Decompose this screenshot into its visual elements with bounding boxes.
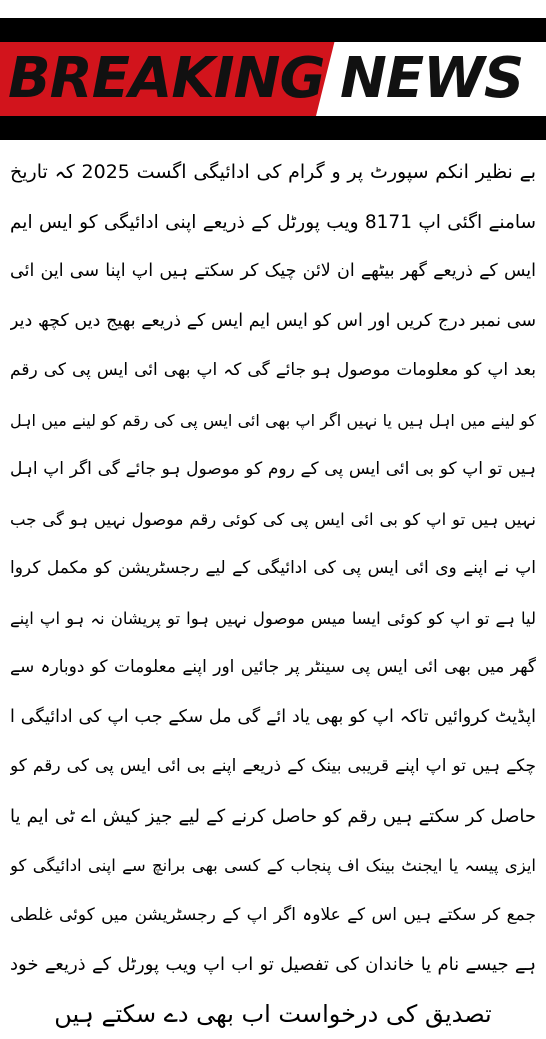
article-line: بعد اپ کو معلومات موصول ہو جائے گی کہ اپ بھی ائی ایس پی کی رقم: [10, 346, 536, 396]
article-line: لیا ہے تو اپ کو کوئی ایسا میس موصول نہیں ہوا تو پریشان نہ ہو اپ اپنے: [10, 594, 536, 644]
article-body: [10, 148, 536, 1039]
article-line: گھر میں بھی ائی ایس پی سینٹر پر جائیں اور اپنے معلومات کو دوبارہ سے: [10, 643, 536, 693]
article-line: ایزی پیسہ یا ایجنٹ بینک اف پنجاب کے کسی بھی برانچ سے اپنی ادائیگی کو: [10, 841, 536, 891]
banner-word-news: NEWS: [340, 46, 523, 112]
article-line: کو لینے میں اہل ہیں یا نہیں اگر اپ بھی ائی ایس پی کی رقم کو لینے میں اہل: [10, 396, 536, 446]
article-line: بے نظیر انکم سپورٹ پر و گرام کی ادائیگی اگست 2025 کہ تاریخ: [10, 148, 536, 198]
article-line: ہیں تو اپ کو بی ائی ایس پی کے روم کو موصول ہو جائے گی اگر اپ اہل: [10, 445, 536, 495]
article-line: نہیں ہیں تو اپ کو بی ائی ایس پی کی کوئی رقم موصول نہیں ہو گی جب: [10, 495, 536, 545]
article-line: ایس کے ذریعے گھر بیٹھے ان لائن چیک کر سکتے ہیں اپ اپنا سی این ائی: [10, 247, 536, 297]
article-line: حاصل کر سکتے ہیں رقم کو حاصل کرنے کے لیے جیز کیش اے ٹی ایم یا: [10, 792, 536, 842]
article-line: سامنے اگئی اپ 8171 ویب پورٹل کے ذریعے اپنی ادائیگی کو ایس ایم: [10, 198, 536, 248]
article-line: جمع کر سکتے ہیں اس کے علاوہ اگر اپ کے رجسٹریشن میں کوئی غلطی: [10, 891, 536, 941]
article-line: اپڈیٹ کروائیں تاکہ اپ کو بھی یاد ائے گی مل سکے جب اپ کی ادائیگی ا: [10, 693, 536, 743]
article-line: چکے ہیں تو اپ اپنے قریبی بینک کے ذریعے اپنے بی ائی ایس پی کی رقم کو: [10, 742, 536, 792]
banner-strip: [0, 42, 546, 116]
breaking-news-banner: [0, 18, 546, 140]
article-line: ہے جیسے نام یا خاندان کی تفصیل تو اب اپ ویب پورٹل کے ذریعے خود: [10, 940, 536, 990]
article-line-last: تصدیق کی درخواست اب بھی دے سکتے ہیں: [10, 990, 536, 1039]
article-line: اپ نے اپنے وی ائی ایس پی کی ادائیگی کے لیے رجسٹریشن کو مکمل کروا: [10, 544, 536, 594]
article-line: سی نمبر درج کریں اور اس کو ایس ایم ایس کے ذریعے بھیج دیں کچھ دیر: [10, 297, 536, 347]
banner-word-breaking: BREAKING: [8, 46, 324, 112]
